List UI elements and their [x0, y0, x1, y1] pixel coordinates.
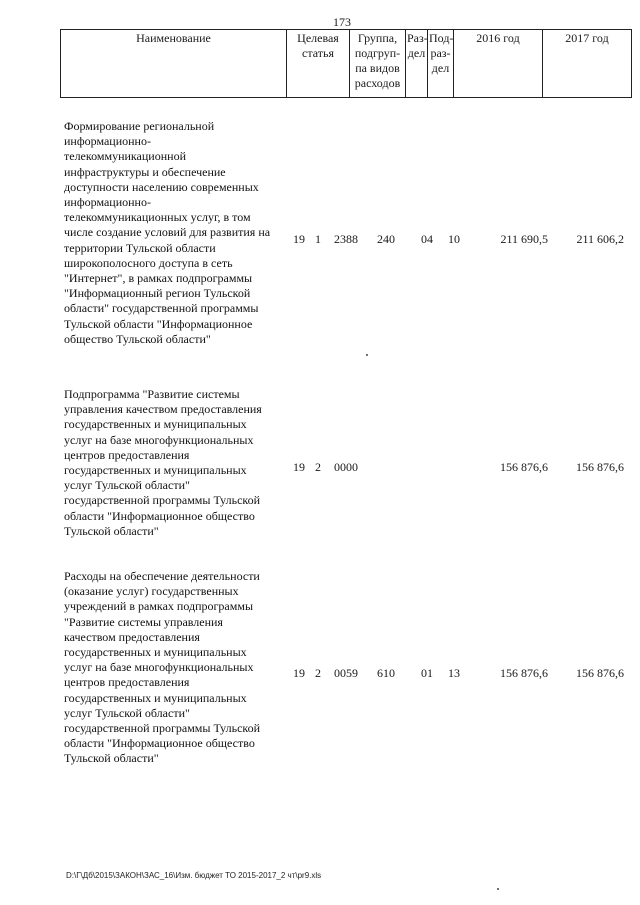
subsection: 10: [448, 232, 460, 246]
target-article-direction: 0000: [334, 460, 358, 474]
amount-2016: 156 876,6: [500, 460, 548, 474]
expense-group: 240: [377, 232, 395, 246]
header-year-2017: 2017 год: [543, 30, 632, 98]
scan-speck: [366, 354, 368, 356]
row-name: Подпрограмма "Развитие системы управления качеством предоставления государственных и муниципальных услуг на базе многофункциональных центров предоставления государственных и муниципальных услуг Тульской области" государственной программы Тульской области "Информационное общество Тульской области": [64, 387, 262, 538]
target-article-subprogram: 1: [315, 232, 321, 246]
target-article-subprogram: 2: [315, 666, 321, 680]
target-article-program: 19: [293, 232, 305, 246]
header-year-2016: 2016 год: [454, 30, 543, 98]
row-name: Расходы на обеспечение деятельности (оказание услуг) государственных учреждений в рамках подпрограммы "Развитие системы управления качеством предоставления государственных и муниципальных услуг на базе многофункциональных центров предоставления государственных и муниципальных услуг Тульской области" государственной программы Тульской области "Информационное общество Тульской области": [64, 569, 261, 766]
amount-2017: 156 876,6: [576, 666, 624, 680]
target-article-direction: 2388: [334, 232, 358, 246]
target-article-subprogram: 2: [315, 460, 321, 474]
row-name: Формирование региональной информационно- телекоммуникационной инфраструктуры и обеспечение доступности населению современных информационно- телекоммуникационных услуг, в том числе создание условий для развития на территории Тульской области широкополосного доступа в сеть "Интернет", в рамках подпрограммы "Информационный регион Тульской области" государственной программы Тульской области "Информационное общество Тульской области": [64, 119, 271, 346]
header-expense-group: Группа, подгруп- па видов расходов: [350, 30, 406, 98]
target-article-program: 19: [293, 666, 305, 680]
page-number: 173: [333, 15, 351, 29]
amount-2016: 211 690,5: [500, 232, 548, 246]
section: 04: [421, 232, 433, 246]
header-target-article: Целевая статья: [287, 30, 350, 98]
subsection: 13: [448, 666, 460, 680]
header-name: Наименование: [61, 30, 287, 98]
file-path-footer: D:\Г\Дб\2015\ЗАКОН\ЗАС_16\Изм. бюджет ТО 2015-2017_2 чт\pr9.xls: [66, 871, 322, 880]
target-article-direction: 0059: [334, 666, 358, 680]
amount-2016: 156 876,6: [500, 666, 548, 680]
header-subsection: Под- раз- дел: [428, 30, 454, 98]
target-article-program: 19: [293, 460, 305, 474]
expense-group: 610: [377, 666, 395, 680]
table-header: [60, 29, 632, 98]
amount-2017: 211 606,2: [576, 232, 624, 246]
section: 01: [421, 666, 433, 680]
header-section: Раз- дел: [406, 30, 428, 98]
amount-2017: 156 876,6: [576, 460, 624, 474]
scan-speck: [497, 888, 499, 890]
